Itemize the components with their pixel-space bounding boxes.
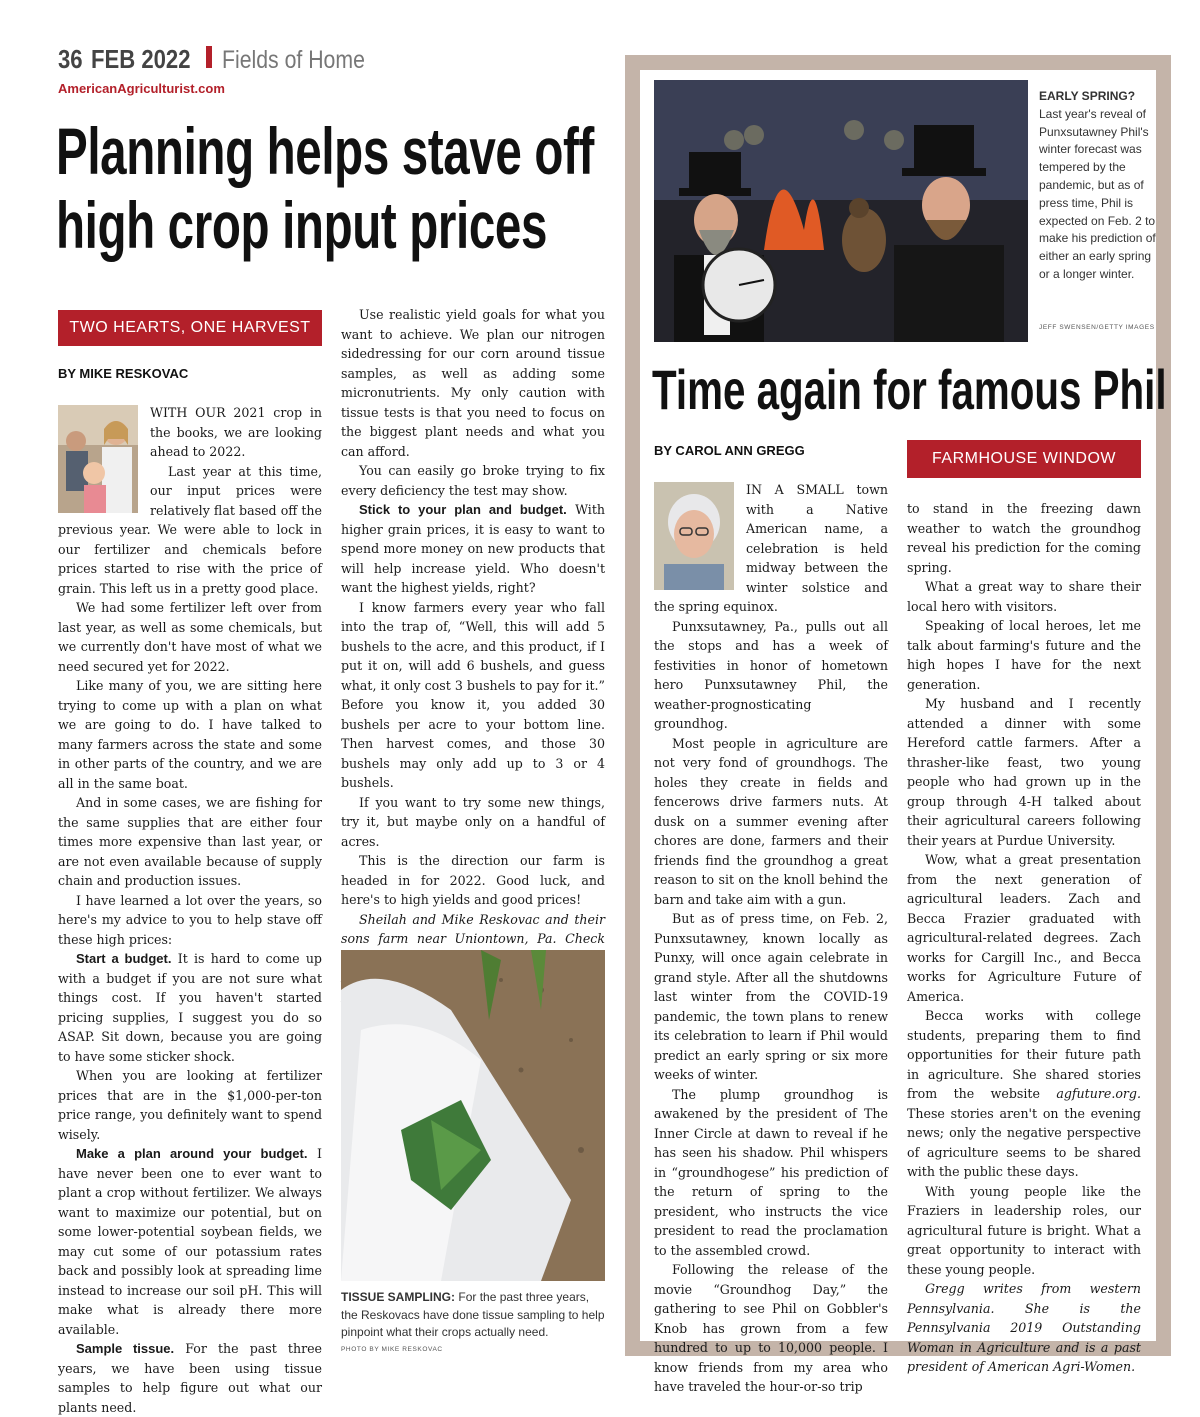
sidebar-column-tag: FARMHOUSE WINDOW [907, 440, 1141, 478]
paragraph [341, 500, 605, 598]
paragraph: This is the direction our farm is headed in for 2022. Good luck, and here's to high yields and good prices! [341, 853, 605, 907]
photo-credit: PHOTO BY MIKE RESKOVAC [341, 1346, 443, 1353]
page-header [58, 44, 390, 80]
bio-text: Gregg writes from western Pennsylvania. She is the Pennsylvania 2019 Outstanding Woman in Agriculture and is a past president of American Agri-Women. [907, 1281, 1141, 1374]
caption-text: For the past three years, the Reskovacs have done tissue sampling to help pinpoint what their crops actually need. [341, 1290, 605, 1339]
paragraph: Like many of you, we are sitting here trying to come up with a plan on what we are going to do. I have talked to many farmers across the state and some in other parts of the country, and we are all in the same boat. [58, 678, 322, 791]
paragraph: My husband and I recently attended a dinner with some Hereford cattle farmers. After a thrasher-like feast, two young people who had grown up in the group through 4-H talked about their agricultural careers following their years at Purdue University. [907, 696, 1141, 848]
paragraph: I know farmers every year who fall into the trap of, “Well, this will add 5 bushels to the acre, and this product, if I put it on, will add 6 bushels, and guess what, it only cost 3 bushels to pay for it.” Before you know it, you added 30 bushels per acre to your bottom line. Then harvest comes, and those 30 bushels may only add up to 3 or 4 bushels. [341, 599, 605, 790]
photo-caption [341, 1289, 605, 1342]
paragraph [58, 1339, 322, 1417]
author-photo [654, 482, 734, 590]
article-column-1 [58, 403, 322, 1417]
caption-lead: EARLY SPRING? [1039, 89, 1136, 103]
headline-line-2: high crop input prices [56, 188, 548, 262]
subhead: Make a plan around your budget. [76, 1146, 308, 1161]
paragraph: When you are looking at fertilizer prices that are in the $1,000-per-ton price range, you definitely want to spend wisely. [58, 1068, 322, 1142]
sidebar-byline: BY CAROL ANN GREGG [654, 443, 805, 458]
subhead: Sample tissue. [76, 1341, 175, 1356]
tissue-sampling-photo [341, 950, 605, 1281]
subhead: Start a budget. [76, 951, 172, 966]
subhead: Stick to your plan and budget. [359, 502, 567, 517]
caption-lead: TISSUE SAMPLING: [341, 1290, 456, 1304]
paragraph-text: Becca works with college students, preparing them to find opportunities for their future path in agriculture. She shared stories from the website [907, 1008, 1141, 1101]
paragraph: Following the release of the movie “Groundhog Day,” the gathering to see Phil on Gobbler's Knob has grown from a few hundred to up to 10,000 people. I know friends from my area who have traveled the hour-or-so trip [654, 1262, 888, 1394]
paragraph [58, 949, 322, 1066]
paragraph: Wow, what a great presentation from the next generation of agricultural leaders. Zach and Becca Frazier graduated with agricultural-related degrees. Zach works for Cargill Inc., and Becca works for Agriculture Future of America. [907, 852, 1141, 1004]
caption-text: Last year's reveal of Punxsutawney Phil's winter forecast was tempered by the pandemic, but as of press time, Phil is expected on Feb. 2 to make his prediction of either an early spring or a longer winter. [1039, 106, 1156, 281]
page-number: 36 [58, 44, 83, 74]
tissue-bag-image-icon [341, 950, 605, 1281]
sidebar-photo-credit: JEFF SWENSEN/GETTY IMAGES [1039, 324, 1155, 331]
website-link[interactable]: AmericanAgriculturist.com [58, 81, 225, 96]
section-name: Fields of Home [222, 46, 365, 74]
paragraph [907, 1006, 1141, 1182]
issue-date: FEB 2022 [90, 44, 191, 74]
paragraph: I have learned a lot over the years, so here's my advice to you to help stave off these high prices: [58, 892, 322, 947]
paragraph: Most people in agriculture are not very fond of groundhogs. The holes they create in fields and fencerows drive farmers nuts. At dusk on a summer evening after chores are done, farmers and their friends find the groundhog a great reason to sit on the knoll behind the barn and take aim with a gun. [654, 735, 888, 907]
website-reference[interactable]: agfuture.org. [1056, 1086, 1141, 1101]
paragraph: Use realistic yield goals for what you want to achieve. We plan our nitrogen sidedressing for our corn around tissue samples, as well as adding some micronutrients. My only caution with tissue tests is that you need to focus on the biggest plant needs and what you can afford. [341, 307, 605, 459]
paragraph: If you want to try some new things, try it, but maybe only on a handful of acres. [341, 794, 605, 849]
header-divider [206, 46, 212, 68]
sidebar-column-2 [907, 499, 1141, 1377]
family-photo-icon [58, 405, 138, 513]
paragraph-text: For the past three years, we have been using tissue samples to help figure out what our plants need. [58, 1341, 322, 1415]
bio-text: Sheilah and Mike Reskovac and their sons farm near Uniontown, Pa. Check [341, 911, 605, 946]
sidebar-column-1 [654, 480, 888, 1397]
paragraph [58, 1144, 322, 1339]
paragraph: And in some cases, we are fishing for the same supplies that are either four times more expensive than last year, or are not even available because of supply chain and production issues. [58, 795, 322, 888]
paragraph: But as of press time, on Feb. 2, Punxsutawney, known locally as Punxy, will once again celebrate in grand style. After all the shutdowns last winter from the COVID-19 pandemic, the town plans to renew its celebration to learn if Phil would predict an early spring or six more weeks of winter. [654, 911, 888, 1082]
byline: BY MIKE RESKOVAC [58, 366, 189, 381]
sidebar-headline: Time again for famous Phil [652, 358, 1167, 421]
paragraph: Last year at this time, our input prices were relatively flat based off the previous year. We were able to lock in our fertilizer and chemicals before prices started to rise with the price of grain. This left us in a pretty good place. [58, 463, 322, 596]
paragraph: You can easily go broke trying to fix every deficiency the test may show. [341, 463, 605, 498]
author-bio [907, 1279, 1141, 1377]
main-headline [56, 114, 594, 262]
paragraph: What a great way to share their local hero with visitors. [907, 579, 1141, 614]
author-photo [58, 405, 138, 513]
paragraph-text: With higher grain prices, it is easy to want to spend more money on new products that will help increase yield. Who doesn't want the highest yields, right? [341, 502, 605, 595]
paragraph-text: I have never been one to ever want to plant a crop without fertilizer. We always want to maximize our potential, but on some lower-potential soybean fields, we may cut some of our potassium rates back and possibly look at spreading lime instead to increase our soil pH. This will make what is already there more available. [58, 1146, 322, 1337]
paragraph-text: It is hard to come up with a budget if you are not sure what things cost. If you haven't started pricing supplies, I suggest you do so ASAP. Sit down, because you are going to have some sticker shock. [58, 951, 322, 1064]
paragraph: IN A SMALL town with a Native American name, a celebration is held midway between the winter solstice and the spring equinox. [654, 482, 888, 614]
groundhog-ceremony-image-icon [654, 80, 1028, 342]
paragraph-text: These stories aren't on the evening news; only the negative perspective of agriculture seems to be shared with the public these days. [907, 1105, 1141, 1179]
column-tag: TWO HEARTS, ONE HARVEST [58, 310, 322, 346]
author-portrait-icon [654, 482, 734, 590]
paragraph: to stand in the freezing dawn weather to watch the groundhog reveal his prediction for the coming spring. [907, 501, 1141, 575]
paragraph: With young people like the Fraziers in leadership roles, our agricultural future is bright. What a great opportunity to interact with these young people. [907, 1183, 1141, 1277]
paragraph: Punxsutawney, Pa., pulls out all the stops and has a week of festivities in honor of hometown hero Punxsutawney Phil, the weather-prognosticating groundhog. [654, 618, 888, 731]
paragraph: We had some fertilizer left over from last year, as well as some chemicals, but we currently don't have most of what we need secured yet for 2022. [58, 600, 322, 674]
sidebar-photo-caption [1039, 88, 1157, 284]
paragraph: Speaking of local heroes, let me talk about farming's future and the high hopes I have for the next generation. [907, 618, 1141, 692]
paragraph: WITH OUR 2021 crop in the books, we are looking ahead to 2022. [150, 405, 322, 459]
article-column-2 [341, 305, 605, 1007]
groundhog-photo [654, 80, 1028, 342]
headline-line-1: Planning helps stave off [56, 114, 594, 188]
paragraph: The plump groundhog is awakened by the president of The Inner Circle at dawn to reveal if he has seen his shadow. Phil whispers in “groundhogese” his prediction of the return of spring to the president, who instructs the vice president to read the proclamation to the assembled crowd. [654, 1086, 888, 1258]
